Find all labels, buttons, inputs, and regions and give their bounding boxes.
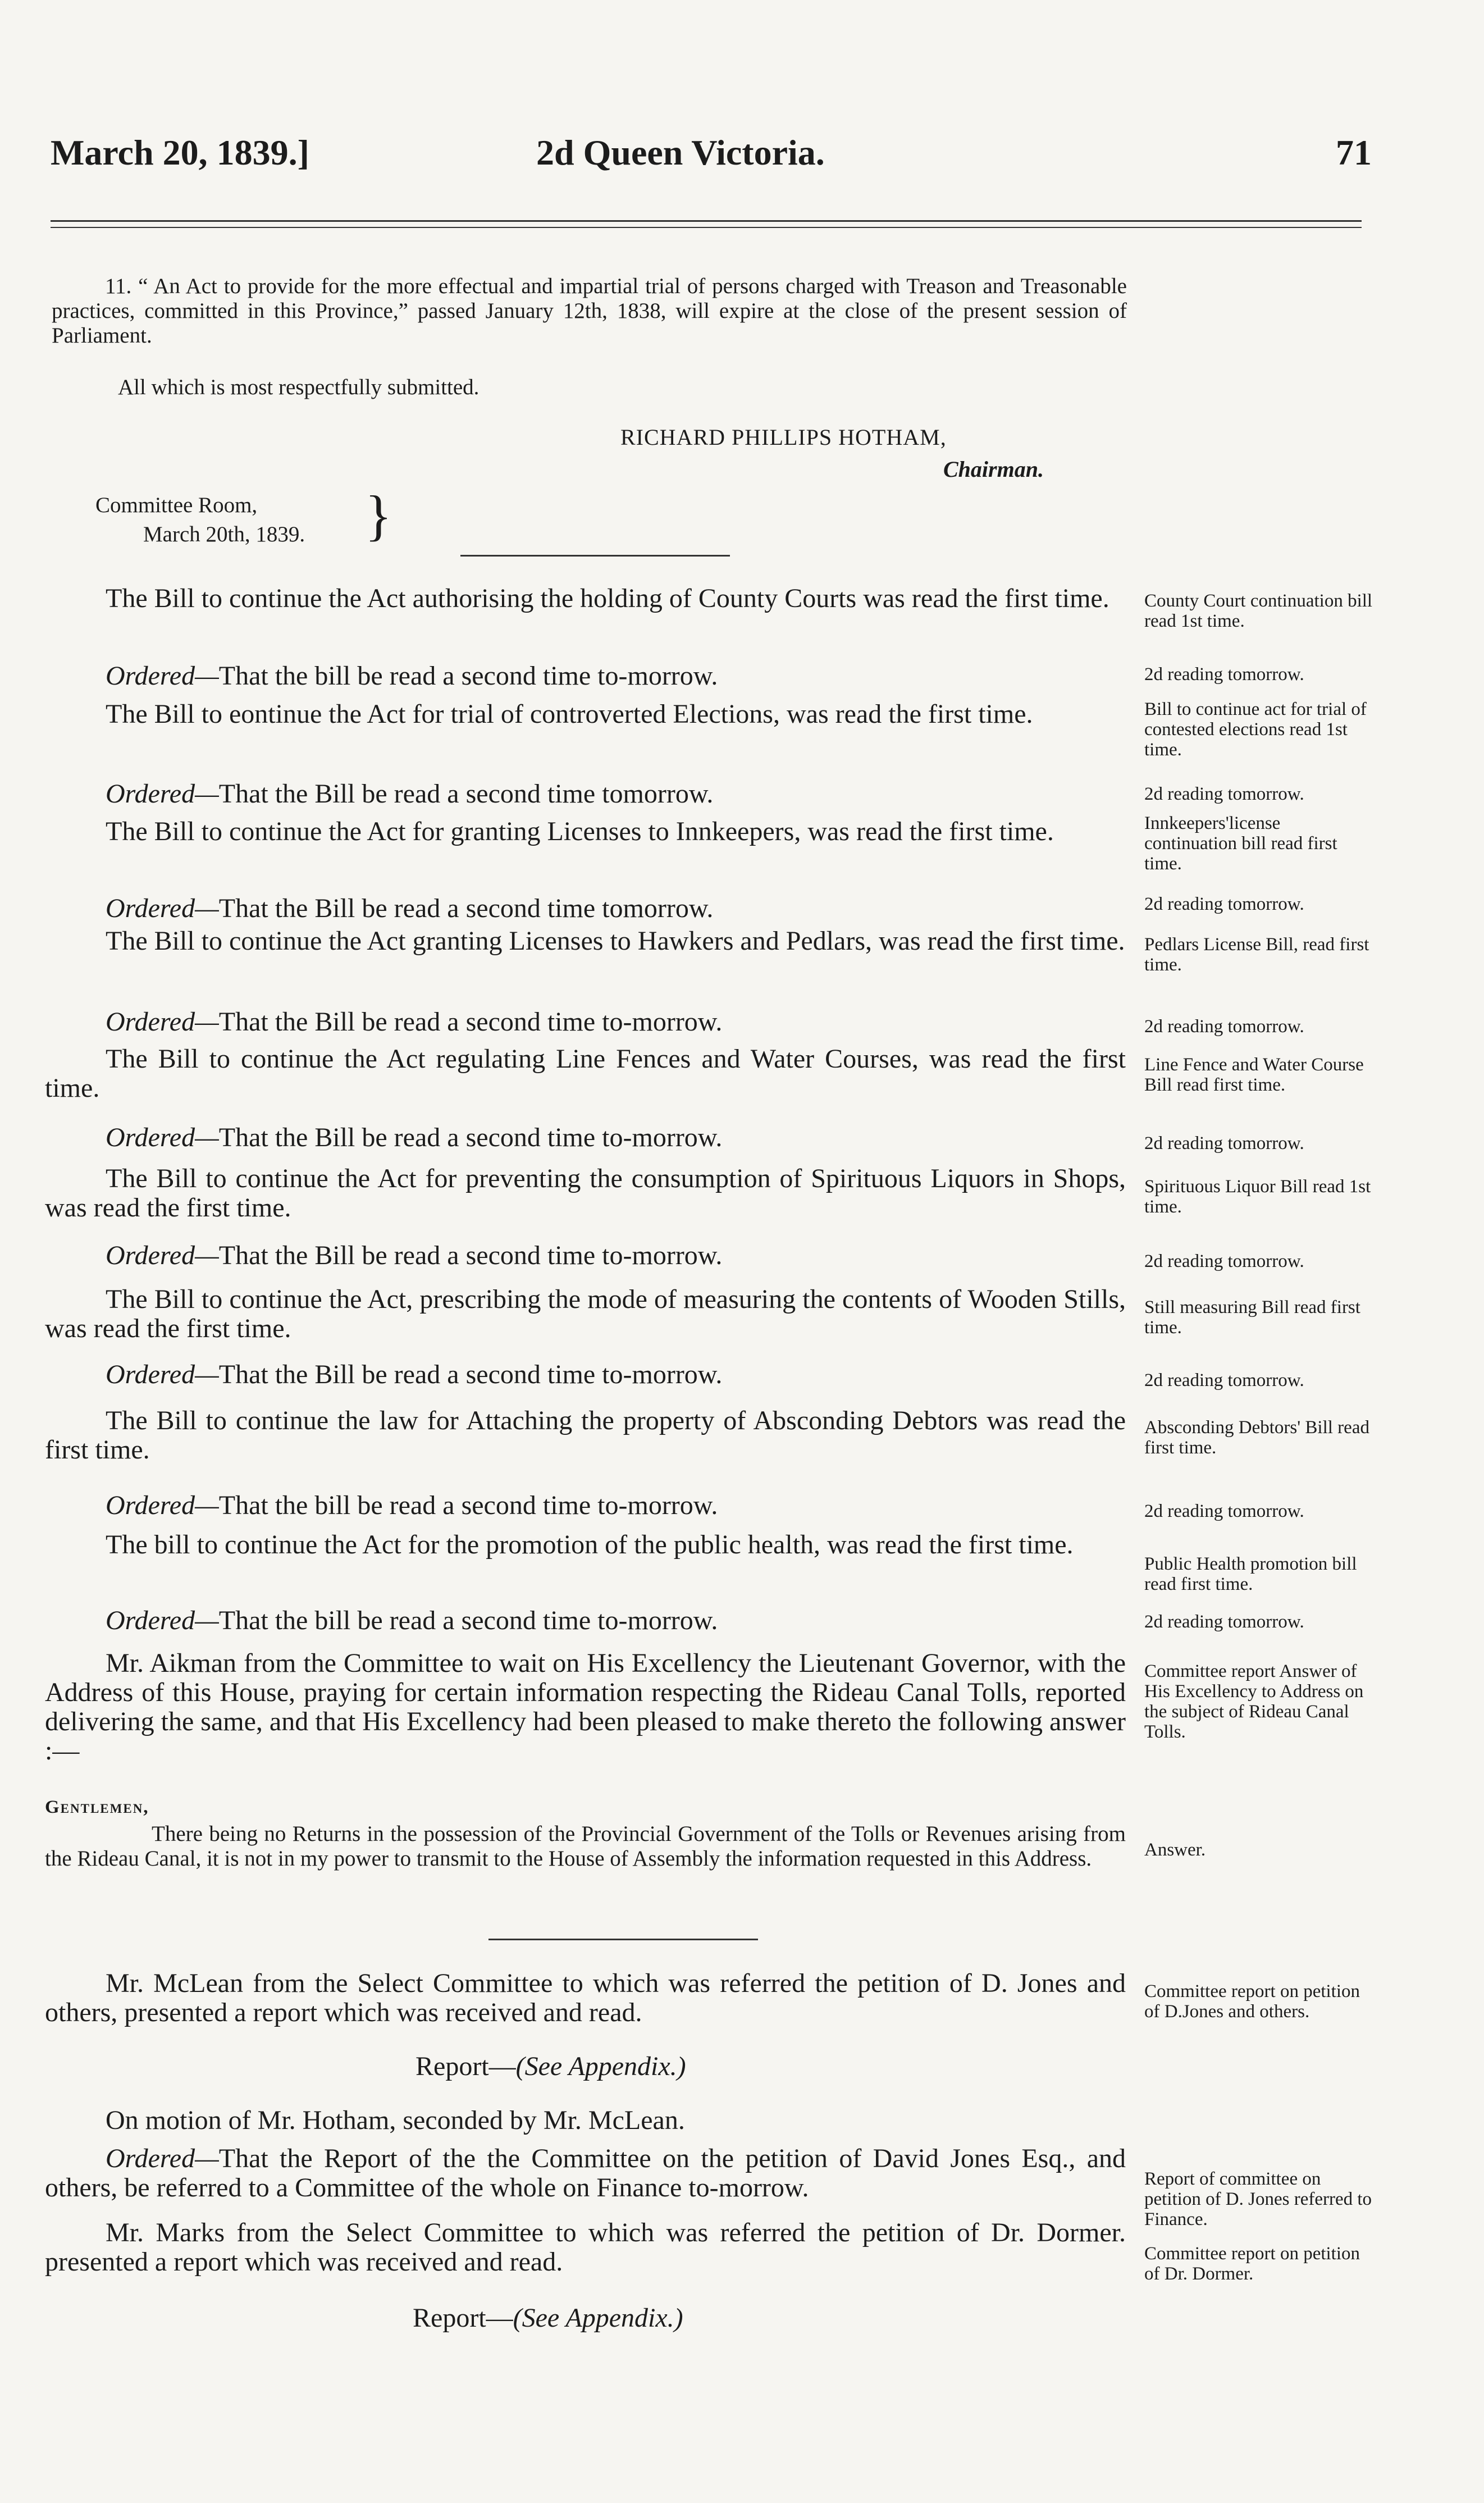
section-divider	[488, 1939, 758, 1940]
margin-note: 2d reading tomorrow.	[1144, 1501, 1304, 1521]
header-date: March 20, 1839.]	[51, 133, 309, 172]
entry-text: The Bill to continue the law for Attaching the property of Absconding Debtors was read the first time.	[45, 1406, 1126, 1465]
answer-salutation: Gentlemen,	[45, 1797, 149, 1817]
report-label: Report—	[415, 2051, 516, 2081]
margin-note: 2d reading tomorrow.	[1144, 784, 1304, 804]
brace-glyph: }	[365, 484, 392, 546]
entry-text: Mr. Aikman from the Committee to wait on His Excellency the Lieutenant Governor, with the Address of this House, praying for certain information respecting the Rideau Canal Tolls, reported delivering the same, and that His Excellency had been pleased to make thereto the following answer :—	[45, 1648, 1126, 1766]
mclean-report: Mr. McLean from the Select Committee to which was referred the petition of D. Jones and others, presented a report which was received and read.	[45, 1968, 1126, 2027]
report-appendix-line	[415, 2051, 686, 2082]
ordered-label: Ordered—	[106, 893, 219, 923]
ordered-line	[106, 1491, 718, 1520]
margin-note: 2d reading tomorrow.	[1144, 1612, 1304, 1632]
signer-title: Chairman.	[943, 457, 1044, 482]
ordered-line	[106, 1007, 722, 1037]
margin-note: Innkeepers'license continuation bill read first time.	[1144, 813, 1337, 874]
ordered-line	[106, 1360, 722, 1389]
ordered-line	[106, 1606, 718, 1635]
margin-note: Pedlars License Bill, read first time.	[1144, 934, 1369, 975]
margin-note: 2d reading tomorrow.	[1144, 1016, 1304, 1037]
ordered-label: Ordered—	[106, 1123, 219, 1152]
entry-text: The bill to continue the Act for the promotion of the public health, was read the first time.	[106, 1530, 1074, 1560]
page-number: 71	[1336, 133, 1372, 172]
entry-text: The Bill to continue the Act regulating Line Fences and Water Courses, was read the first time.	[45, 1044, 1126, 1103]
entry-text: That the Bill be read a second time tomorrow.	[218, 779, 714, 809]
appendix-ref: (See Appendix.)	[513, 2303, 683, 2333]
margin-note: 2d reading tomorrow.	[1144, 1133, 1304, 1154]
marks-report: Mr. Marks from the Select Committee to which was referred the petition of Dr. Dormer. presented a report which was received and read.	[45, 2218, 1126, 2277]
committee-room: Committee Room,	[95, 493, 258, 517]
entry-text: The Bill to continue the Act, prescribing the mode of measuring the contents of Wooden Stills, was read the first time.	[45, 1284, 1126, 1343]
section-divider	[460, 555, 730, 557]
margin-note: Still measuring Bill read first time.	[1144, 1297, 1360, 1338]
header-reign: 2d Queen Victoria.	[536, 133, 825, 172]
entry-text: That the Bill be read a second time tomorrow.	[218, 893, 714, 923]
entry-text: The Bill to continue the Act for granting Licenses to Innkeepers, was read the first time.	[106, 817, 1054, 846]
answer-text: There being no Returns in the possession of the Provincial Government of the Tolls or Revenues arising from the Rideau Canal, it is not in my power to transmit to the House of Assembly the information requested in this Address.	[45, 1822, 1126, 1871]
ordered-line	[106, 779, 713, 809]
ordered-label: Ordered—	[106, 1241, 219, 1270]
ordered-label: Ordered—	[106, 1490, 219, 1520]
ordered-label: Ordered—	[106, 2144, 219, 2173]
margin-note: 2d reading tomorrow.	[1144, 664, 1304, 685]
ordered-line	[106, 662, 718, 691]
margin-note: Report of committee on petition of D. Jones referred to Finance.	[1144, 2169, 1372, 2230]
margin-note: 2d reading tomorrow.	[1144, 894, 1304, 914]
signer-name: RICHARD PHILLIPS HOTHAM,	[620, 425, 947, 450]
entry-text: That the Bill be read a second time to-morrow.	[218, 1241, 723, 1270]
ordered-line	[106, 894, 713, 923]
entry-text: The Bill to eontinue the Act for trial of controverted Elections, was read the first time.	[106, 699, 1033, 729]
entry-text: That the Bill be read a second time to-morrow.	[218, 1360, 723, 1389]
margin-note: Line Fence and Water Course Bill read first time.	[1144, 1055, 1364, 1095]
appendix-ref: (See Appendix.)	[515, 2051, 686, 2081]
motion-line: On motion of Mr. Hotham, seconded by Mr. McLean.	[106, 2105, 685, 2135]
margin-note: 2d reading tomorrow.	[1144, 1251, 1304, 1271]
margin-note: Bill to continue act for trial of contested elections read 1st time.	[1144, 699, 1367, 760]
committee-date: March 20th, 1839.	[143, 522, 305, 546]
ordered-line	[106, 1241, 722, 1270]
entry-text: That the bill be read a second time to-morrow.	[218, 661, 718, 691]
ordered-label: Ordered—	[106, 1606, 219, 1635]
margin-note: Committee report Answer of His Excellency to Address on the subject of Rideau Canal Tolls.	[1144, 1661, 1364, 1742]
ordered-label: Ordered—	[106, 661, 219, 691]
submitted-line: All which is most respectfully submitted.	[118, 375, 480, 399]
margin-note: Committee report on petition of Dr. Dormer.	[1144, 2244, 1360, 2284]
margin-note: County Court continuation bill read 1st time.	[1144, 591, 1373, 631]
entry-text: That the Bill be read a second time to-morrow.	[218, 1123, 723, 1152]
ordered-finance	[45, 2144, 1126, 2203]
entry-text: That the Bill be read a second time to-morrow.	[218, 1007, 723, 1037]
margin-note: 2d reading tomorrow.	[1144, 1370, 1304, 1390]
report-label: Report—	[413, 2303, 513, 2333]
ordered-line	[106, 1123, 722, 1152]
margin-note: Answer.	[1144, 1840, 1206, 1860]
entry-text: The Bill to continue the Act for preventing the consumption of Spirituous Liquors in Shops, was read the first time.	[45, 1164, 1126, 1223]
ordered-label: Ordered—	[106, 1007, 219, 1037]
margin-note: Committee report on petition of D.Jones and others.	[1144, 1981, 1360, 2022]
item-11: 11. “ An Act to provide for the more effectual and impartial trial of persons charged with Treason and Treasonable practices, committed in this Province,” passed January 12th, 1838, will expire at the close of the present session of Parliament.	[52, 274, 1127, 348]
ordered-label: Ordered—	[106, 1360, 219, 1389]
entry-text: That the bill be read a second time to-morrow.	[218, 1490, 718, 1520]
entry-text: The Bill to continue the Act authorising the holding of County Courts was read the first time.	[106, 583, 1109, 613]
entry-text: That the bill be read a second time to-morrow.	[218, 1606, 718, 1635]
margin-note: Spirituous Liquor Bill read 1st time.	[1144, 1177, 1371, 1217]
header-rule	[51, 220, 1362, 228]
report-appendix-line	[413, 2303, 683, 2333]
entry-text: The Bill to continue the Act granting Licenses to Hawkers and Pedlars, was read the first time.	[106, 926, 1125, 956]
margin-note: Public Health promotion bill read first time.	[1144, 1554, 1357, 1594]
ordered-text: That the Report of the the Committee on the petition of David Jones Esq., and others, be referred to a Committee of the whole on Finance to-morrow.	[45, 2144, 1126, 2203]
ordered-label: Ordered—	[106, 779, 219, 809]
margin-note: Absconding Debtors' Bill read first time.	[1144, 1417, 1369, 1458]
